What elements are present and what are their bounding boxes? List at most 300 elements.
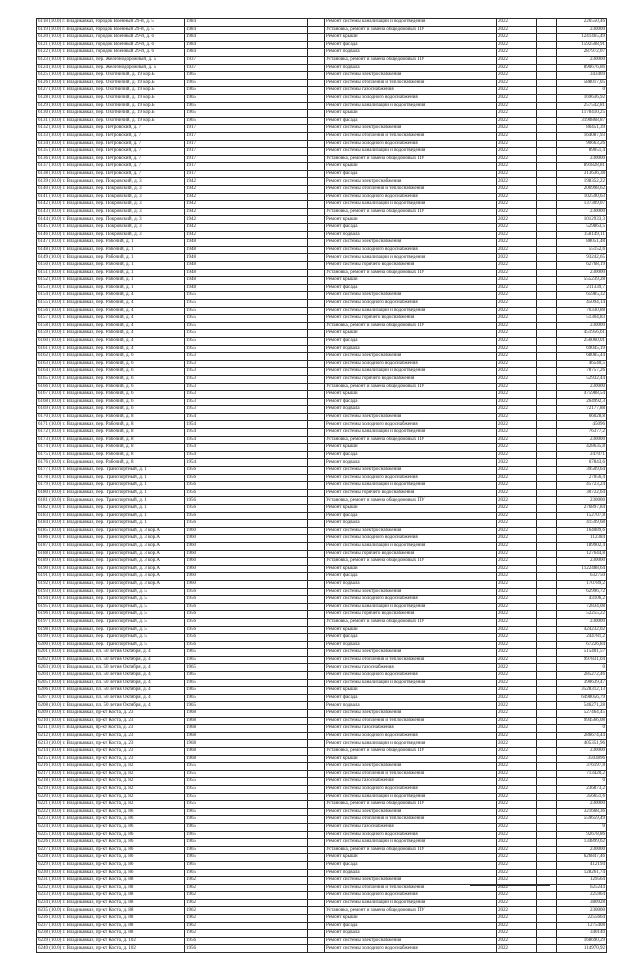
year-cell: 1960 — [185, 565, 308, 573]
address-cell: 6190 (10.0) г. Владикавказ, пер. Транспортный, д. 3 кор.А — [37, 565, 185, 573]
address-cell: 6162 (10.0) г. Владикавказ, пер. Рабочий, д. 6 — [37, 353, 185, 361]
plan-year-cell: 2022 — [497, 732, 537, 740]
work-type-cell: Ремонт системы газоснабжения — [325, 664, 497, 672]
work-type-cell: Установка, ремонт и замена общедомовых ПУ — [325, 618, 497, 626]
cost-cell: 555239,28 — [557, 277, 607, 285]
blank-cell — [537, 178, 557, 186]
blank-cell — [308, 49, 325, 57]
work-type-cell: Ремонт фасада — [325, 398, 497, 406]
blank-cell — [308, 892, 325, 900]
plan-year-cell: 2022 — [497, 482, 537, 490]
year-cell: 1948 — [185, 269, 308, 277]
blank-cell — [537, 459, 557, 467]
year-cell: 1917 — [185, 125, 308, 133]
address-cell: 6151 (10.0) г. Владикавказ, пер. Рабочий, д. 1 — [37, 269, 185, 277]
blank-cell — [308, 262, 325, 270]
blank-cell — [308, 125, 325, 133]
address-cell: 6183 (10.0) г. Владикавказ, пер. Транспортный, д. 1 — [37, 512, 185, 520]
work-type-cell: Ремонт крыши — [325, 915, 497, 923]
blank-cell — [308, 391, 325, 399]
cost-cell: 313636,38 — [557, 170, 607, 178]
blank-cell — [308, 178, 325, 186]
table-row — [37, 421, 607, 429]
address-cell: 6171 (10.0) г. Владикавказ, пер. Рабочий, д. 8 — [37, 421, 185, 429]
work-type-cell: Ремонт системы холодного водоснабжения — [325, 831, 497, 839]
blank-cell — [537, 656, 557, 664]
cost-cell: 45094,14 — [557, 299, 607, 307]
work-type-cell: Ремонт системы канализации и водоотведения — [325, 839, 497, 847]
blank-cell — [308, 383, 325, 391]
year-cell: 1956 — [185, 588, 308, 596]
plan-year-cell: 2022 — [497, 117, 537, 125]
blank-cell — [308, 558, 325, 566]
blank-cell — [537, 406, 557, 414]
blank-cell — [308, 823, 325, 831]
cost-cell: 321668,36 — [557, 808, 607, 816]
address-cell: 6152 (10.0) г. Владикавказ, пер. Рабочий, д. 1 — [37, 277, 185, 285]
table-row — [37, 49, 607, 57]
blank-cell — [308, 429, 325, 437]
work-type-cell: Ремонт системы отопления и теплоснабжения — [325, 186, 497, 194]
work-type-cell: Ремонт фасада — [325, 337, 497, 345]
blank-cell — [537, 224, 557, 232]
work-type-cell: Установка, ремонт и замена общедомовых ПУ — [325, 155, 497, 163]
table-row — [37, 299, 607, 307]
table-row — [37, 527, 607, 535]
work-type-cell: Ремонт фасада — [325, 861, 497, 869]
year-cell: 1954 — [185, 451, 308, 459]
year-cell: 1955 — [185, 299, 308, 307]
table-row — [37, 155, 607, 163]
table-row — [37, 520, 607, 528]
plan-year-cell: 2022 — [497, 292, 537, 300]
table-row — [37, 542, 607, 550]
plan-year-cell: 2022 — [497, 664, 537, 672]
table-row — [37, 110, 607, 118]
blank-cell — [308, 839, 325, 847]
plan-year-cell: 2022 — [497, 398, 537, 406]
work-type-cell: Ремонт подвала — [325, 231, 497, 239]
address-cell: 6237 (10.0) г. Владикавказ, пр-кт Коста, д. 88 — [37, 922, 185, 930]
address-cell: 6230 (10.0) г. Владикавказ, пр-кт Коста, д. 86 — [37, 869, 185, 877]
blank-cell — [537, 246, 557, 254]
blank-cell — [537, 899, 557, 907]
address-cell: 6228 (10.0) г. Владикавказ, пр-кт Коста, д. 86 — [37, 854, 185, 862]
work-type-cell: Ремонт системы холодного водоснабжения — [325, 246, 497, 254]
blank-cell — [537, 770, 557, 778]
table-row — [37, 763, 607, 771]
work-type-cell: Установка, ремонт и замена общедомовых ПУ — [325, 208, 497, 216]
address-cell: 6215 (10.0) г. Владикавказ, пр-кт Коста, д. 23 — [37, 755, 185, 763]
blank-cell — [308, 292, 325, 300]
blank-cell — [308, 725, 325, 733]
year-cell: 1956 — [185, 520, 308, 528]
blank-cell — [537, 353, 557, 361]
cost-cell: 3528312,13 — [557, 687, 607, 695]
blank-cell — [537, 937, 557, 945]
blank-cell — [537, 740, 557, 748]
work-type-cell: Ремонт крыши — [325, 505, 497, 513]
cost-cell: 52932,44 — [557, 375, 607, 383]
address-cell: 6121 (10.0) г. Владикавказ, городок Военный 29-й, д. 6 — [37, 41, 185, 49]
plan-year-cell: 2022 — [497, 930, 537, 938]
address-cell: 6178 (10.0) г. Владикавказ, пер. Транспортный, д. 1 — [37, 474, 185, 482]
cost-cell: 68085,44 — [557, 353, 607, 361]
blank-cell — [308, 694, 325, 702]
table-row — [37, 512, 607, 520]
work-type-cell: Установка, ремонт и замена общедомовых ПУ — [325, 907, 497, 915]
year-cell: 1965 — [185, 102, 308, 110]
work-type-cell: Установка, ремонт и замена общедомовых ПУ — [325, 748, 497, 756]
address-cell: 6201 (10.0) г. Владикавказ, пл. 50 летия Октября, д. 4 — [37, 649, 185, 657]
address-cell: 6208 (10.0) г. Владикавказ, пл. 50 летия Октября, д. 4 — [37, 702, 185, 710]
address-cell: 6181 (10.0) г. Владикавказ, пер. Транспортный, д. 1 — [37, 497, 185, 505]
table-row — [37, 148, 607, 156]
year-cell: 1942 — [185, 201, 308, 209]
blank-cell — [308, 353, 325, 361]
address-cell: 6150 (10.0) г. Владикавказ, пер. Рабочий, д. 1 — [37, 262, 185, 270]
blank-cell — [537, 596, 557, 604]
cost-cell: 72177,88 — [557, 406, 607, 414]
table-row — [37, 565, 607, 573]
work-type-cell: Установка, ремонт и замена общедомовых ПУ — [325, 383, 497, 391]
address-cell: 6236 (10.0) г. Владикавказ, пр-кт Коста, д. 88 — [37, 915, 185, 923]
blank-cell — [537, 231, 557, 239]
blank-cell — [308, 899, 325, 907]
blank-cell — [537, 216, 557, 224]
plan-year-cell: 2022 — [497, 656, 537, 664]
work-type-cell: Ремонт системы газоснабжения — [325, 778, 497, 786]
work-type-cell: Ремонт системы канализации и водоотведения — [325, 19, 497, 27]
table-row — [37, 550, 607, 558]
blank-cell — [308, 193, 325, 201]
blank-cell — [537, 930, 557, 938]
work-type-cell: Ремонт системы отопления и теплоснабжения — [325, 717, 497, 725]
table-row — [37, 429, 607, 437]
plan-year-cell: 2022 — [497, 778, 537, 786]
cost-cell: 127644,8 — [557, 550, 607, 558]
work-type-cell: Ремонт подвала — [325, 345, 497, 353]
address-cell: 6195 (10.0) г. Владикавказ, пер. Транспортный, д. 5 — [37, 603, 185, 611]
blank-cell — [537, 322, 557, 330]
year-cell: 1955 — [185, 763, 308, 771]
table-row — [37, 117, 607, 125]
plan-year-cell: 2022 — [497, 520, 537, 528]
year-cell: 1955 — [185, 801, 308, 809]
work-type-cell: Установка, ремонт и замена общедомовых ПУ — [325, 436, 497, 444]
table-row — [37, 444, 607, 452]
year-cell: 1955 — [185, 345, 308, 353]
cost-cell: 0 — [557, 664, 607, 672]
year-cell: 1953 — [185, 375, 308, 383]
blank-cell — [308, 64, 325, 72]
address-cell: 6124 (10.0) г. Владикавказ, пер. Железнодорожный, д. 5 — [37, 64, 185, 72]
cost-cell: 515401,57 — [557, 649, 607, 657]
plan-year-cell: 2022 — [497, 299, 537, 307]
plan-year-cell: 2022 — [497, 740, 537, 748]
blank-cell — [308, 618, 325, 626]
cost-cell: 230000 — [557, 26, 607, 34]
year-cell: 1962 — [185, 907, 308, 915]
plan-year-cell: 2022 — [497, 19, 537, 27]
plan-year-cell: 2022 — [497, 808, 537, 816]
work-type-cell: Ремонт крыши — [325, 755, 497, 763]
blank-cell — [308, 869, 325, 877]
year-cell: 1962 — [185, 877, 308, 885]
cost-cell: 67843,6 — [557, 459, 607, 467]
address-cell: 6173 (10.0) г. Владикавказ, пер. Рабочий, д. 8 — [37, 436, 185, 444]
table-row — [37, 755, 607, 763]
cost-cell: 93242,65 — [557, 254, 607, 262]
year-cell: 1956 — [185, 626, 308, 634]
blank-cell — [537, 649, 557, 657]
work-type-cell: Установка, ремонт и замена общедомовых ПУ — [325, 846, 497, 854]
blank-cell — [308, 808, 325, 816]
year-cell: 1955 — [185, 307, 308, 315]
blank-cell — [308, 497, 325, 505]
year-cell: 1968 — [185, 740, 308, 748]
blank-cell — [537, 785, 557, 793]
address-cell: 6166 (10.0) г. Владикавказ, пер. Рабочий, д. 6 — [37, 383, 185, 391]
blank-cell — [537, 922, 557, 930]
year-cell: 1965 — [185, 94, 308, 102]
work-type-cell: Ремонт фасада — [325, 922, 497, 930]
table-row — [37, 869, 607, 877]
blank-cell — [308, 406, 325, 414]
plan-year-cell: 2022 — [497, 269, 537, 277]
blank-cell — [308, 520, 325, 528]
table-row — [37, 489, 607, 497]
cost-cell: 164089,6 — [557, 527, 607, 535]
year-cell: 1955 — [185, 337, 308, 345]
blank-cell — [308, 345, 325, 353]
blank-cell — [308, 436, 325, 444]
year-cell: 1965 — [185, 839, 308, 847]
address-cell: 6122 (10.0) г. Владикавказ, городок Военный 29-й, д. 6 — [37, 49, 185, 57]
year-cell: 1962 — [185, 899, 308, 907]
work-type-cell: Ремонт крыши — [325, 687, 497, 695]
work-type-cell: Ремонт системы горячего водоснабжения — [325, 489, 497, 497]
work-type-cell: Ремонт системы горячего водоснабжения — [325, 611, 497, 619]
cost-cell: 169636,92 — [557, 94, 607, 102]
work-type-cell: Ремонт крыши — [325, 110, 497, 118]
table-row — [37, 748, 607, 756]
year-cell: 1956 — [185, 641, 308, 649]
work-type-cell: Ремонт фасада — [325, 117, 497, 125]
blank-cell — [308, 246, 325, 254]
blank-cell — [308, 596, 325, 604]
table-row — [37, 239, 607, 247]
plan-year-cell: 2022 — [497, 542, 537, 550]
plan-year-cell: 2022 — [497, 254, 537, 262]
work-type-cell: Ремонт крыши — [325, 216, 497, 224]
year-cell: 1965 — [185, 846, 308, 854]
plan-year-cell: 2022 — [497, 785, 537, 793]
blank-cell — [537, 193, 557, 201]
blank-cell — [537, 307, 557, 315]
blank-cell — [308, 102, 325, 110]
plan-year-cell: 2022 — [497, 603, 537, 611]
address-cell: 6140 (10.0) г. Владикавказ, пер. Покровский, д. 3 — [37, 186, 185, 194]
address-cell: 6229 (10.0) г. Владикавказ, пр-кт Коста, д. 86 — [37, 861, 185, 869]
address-cell: 6176 (10.0) г. Владикавказ, пер. Рабочий, д. 8 — [37, 459, 185, 467]
address-cell: 6145 (10.0) г. Владикавказ, пер. Покровский, д. 3 — [37, 224, 185, 232]
plan-year-cell: 2022 — [497, 505, 537, 513]
cost-cell: 475988,54 — [557, 391, 607, 399]
work-type-cell: Ремонт системы холодного водоснабжения — [325, 785, 497, 793]
blank-cell — [308, 41, 325, 49]
work-type-cell: Ремонт системы холодного водоснабжения — [325, 596, 497, 604]
cost-cell: 1122488,64 — [557, 565, 607, 573]
year-cell: 1968 — [185, 717, 308, 725]
table-row — [37, 383, 607, 391]
work-type-cell: Ремонт системы холодного водоснабжения — [325, 892, 497, 900]
plan-year-cell: 2022 — [497, 163, 537, 171]
work-type-cell: Установка, ремонт и замена общедомовых ПУ — [325, 269, 497, 277]
table-row — [37, 94, 607, 102]
work-type-cell: Ремонт системы отопления и теплоснабжения — [325, 884, 497, 892]
table-row — [37, 580, 607, 588]
work-type-cell: Ремонт системы холодного водоснабжения — [325, 193, 497, 201]
plan-year-cell: 2022 — [497, 110, 537, 118]
year-cell: 1984 — [185, 34, 308, 42]
blank-cell — [308, 254, 325, 262]
year-cell: 1953 — [185, 398, 308, 406]
year-cell: 1984 — [185, 26, 308, 34]
work-type-cell: Ремонт системы холодного водоснабжения — [325, 732, 497, 740]
blank-cell — [308, 846, 325, 854]
blank-cell — [308, 413, 325, 421]
work-type-cell: Ремонт фасада — [325, 224, 497, 232]
plan-year-cell: 2022 — [497, 618, 537, 626]
plan-year-cell: 2022 — [497, 550, 537, 558]
blank-cell — [308, 603, 325, 611]
blank-cell — [537, 634, 557, 642]
blank-cell — [537, 512, 557, 520]
address-cell: 6180 (10.0) г. Владикавказ, пер. Транспортный, д. 1 — [37, 489, 185, 497]
blank-cell — [308, 915, 325, 923]
plan-year-cell: 2022 — [497, 307, 537, 315]
cost-cell: 1241465,49 — [557, 34, 607, 42]
blank-cell — [537, 337, 557, 345]
blank-cell — [537, 945, 557, 953]
blank-cell — [537, 87, 557, 95]
table-row — [37, 649, 607, 657]
work-type-cell: Ремонт крыши — [325, 391, 497, 399]
blank-cell — [308, 907, 325, 915]
blank-cell — [537, 19, 557, 27]
year-cell: 1965 — [185, 656, 308, 664]
cost-cell: 158149,11 — [557, 231, 607, 239]
plan-year-cell: 2022 — [497, 201, 537, 209]
blank-cell — [537, 702, 557, 710]
work-type-cell: Ремонт системы холодного водоснабжения — [325, 474, 497, 482]
table-row — [37, 656, 607, 664]
table-row — [37, 710, 607, 718]
blank-cell — [537, 535, 557, 543]
address-cell: 6203 (10.0) г. Владикавказ, пл. 50 летия Октября, д. 4 — [37, 664, 185, 672]
cost-cell: 380928 — [557, 899, 607, 907]
table-row — [37, 87, 607, 95]
table-row — [37, 26, 607, 34]
year-cell: 1953 — [185, 383, 308, 391]
cost-cell: 89051,4 — [557, 148, 607, 156]
plan-year-cell: 2022 — [497, 49, 537, 57]
blank-cell — [308, 277, 325, 285]
plan-year-cell: 2022 — [497, 861, 537, 869]
address-cell: 6169 (10.0) г. Владикавказ, пер. Рабочий, д. 6 — [37, 406, 185, 414]
cost-cell: 230000 — [557, 322, 607, 330]
cost-cell: 230000 — [557, 436, 607, 444]
plan-year-cell: 2022 — [497, 877, 537, 885]
plan-year-cell: 2022 — [497, 322, 537, 330]
plan-year-cell: 2022 — [497, 489, 537, 497]
blank-cell — [308, 672, 325, 680]
year-cell: 1955 — [185, 315, 308, 323]
table-row — [37, 839, 607, 847]
work-type-cell: Ремонт системы канализации и водоотведения — [325, 201, 497, 209]
cost-cell: 65985,32 — [557, 292, 607, 300]
work-type-cell: Ремонт системы электроснабжения — [325, 588, 497, 596]
address-cell: 6120 (10.0) г. Владикавказ, городок Военный 29-й, д. 6 — [37, 34, 185, 42]
year-cell: 1962 — [185, 930, 308, 938]
plan-year-cell: 2022 — [497, 87, 537, 95]
address-cell: 6209 (10.0) г. Владикавказ, пр-кт Коста, д. 23 — [37, 710, 185, 718]
blank-cell — [537, 725, 557, 733]
blank-cell — [308, 26, 325, 34]
blank-cell — [537, 277, 557, 285]
address-cell: 6204 (10.0) г. Владикавказ, пл. 50 летия Октября, д. 4 — [37, 672, 185, 680]
blank-cell — [537, 41, 557, 49]
plan-year-cell: 2022 — [497, 497, 537, 505]
work-type-cell: Ремонт системы горячего водоснабжения — [325, 375, 497, 383]
footer-rule — [470, 885, 550, 886]
cost-cell: 128261,74 — [557, 869, 607, 877]
blank-cell — [308, 687, 325, 695]
year-cell: 1937 — [185, 64, 308, 72]
blank-cell — [308, 573, 325, 581]
table-row — [37, 945, 607, 953]
year-cell: 1955 — [185, 292, 308, 300]
plan-year-cell: 2022 — [497, 558, 537, 566]
plan-year-cell: 2022 — [497, 801, 537, 809]
plan-year-cell: 2022 — [497, 535, 537, 543]
year-cell: 1956 — [185, 505, 308, 513]
work-type-cell: Ремонт подвала — [325, 930, 497, 938]
cost-cell: 62996,72 — [557, 588, 607, 596]
work-type-cell: Ремонт системы горячего водоснабжения — [325, 315, 497, 323]
year-cell: 1965 — [185, 831, 308, 839]
table-row — [37, 56, 607, 64]
blank-cell — [537, 239, 557, 247]
cost-cell: 230000 — [557, 208, 607, 216]
year-cell: 1965 — [185, 117, 308, 125]
year-cell: 1917 — [185, 140, 308, 148]
work-type-cell: Ремонт системы электроснабжения — [325, 353, 497, 361]
cost-cell: 257542,81 — [557, 102, 607, 110]
address-cell: 6221 (10.0) г. Владикавказ, пр-кт Коста, д. 82 — [37, 801, 185, 809]
plan-year-cell: 2022 — [497, 474, 537, 482]
blank-cell — [308, 208, 325, 216]
work-type-cell: Ремонт системы горячего водоснабжения — [325, 262, 497, 270]
blank-cell — [537, 839, 557, 847]
work-type-cell: Ремонт системы холодного водоснабжения — [325, 535, 497, 543]
address-cell: 6139 (10.0) г. Владикавказ, пер. Покровский, д. 3 — [37, 178, 185, 186]
plan-year-cell: 2022 — [497, 360, 537, 368]
work-type-cell: Ремонт системы канализации и водоотведения — [325, 429, 497, 437]
year-cell: 1965 — [185, 664, 308, 672]
blank-cell — [308, 132, 325, 140]
